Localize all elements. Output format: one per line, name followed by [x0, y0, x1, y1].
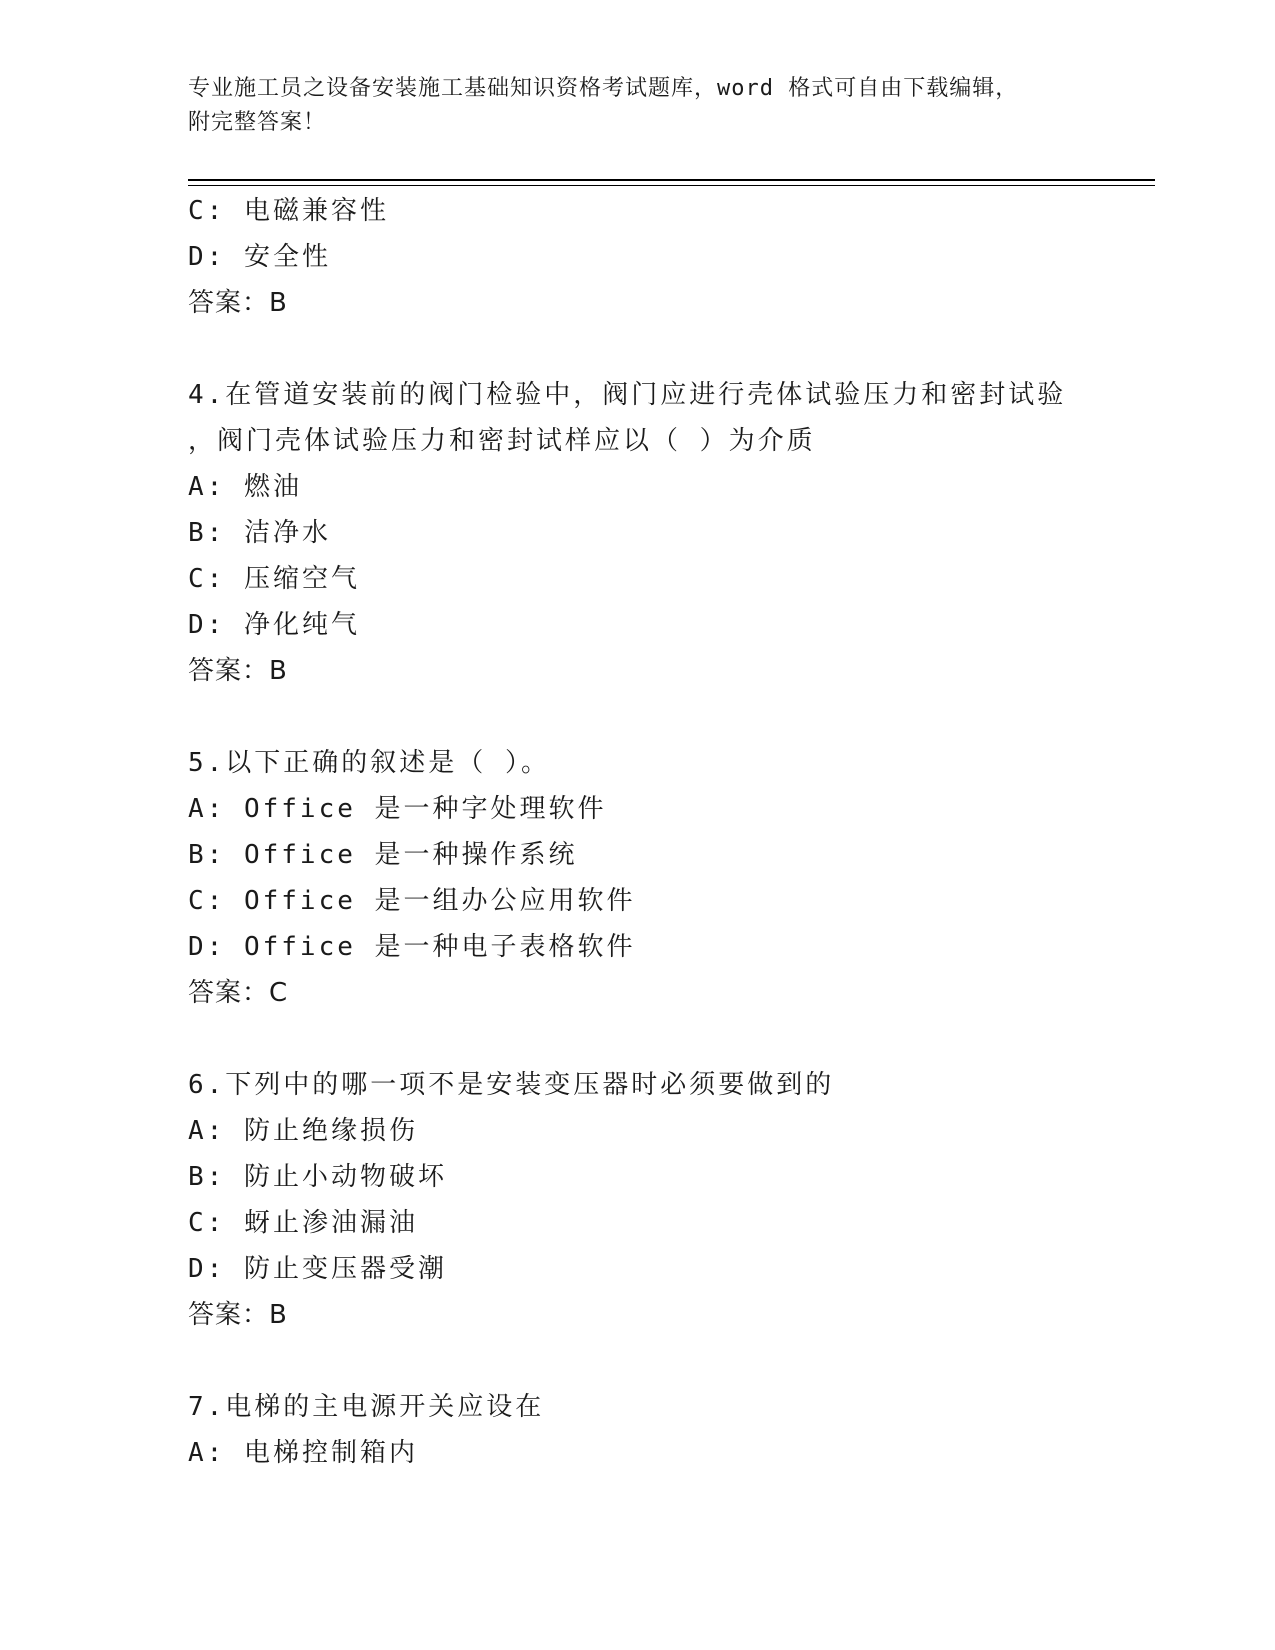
question-6 [188, 1062, 1148, 1338]
header-divider-thick [188, 179, 1155, 181]
spacer [188, 326, 1148, 372]
option-c: C: 压缩空气 [188, 564, 360, 594]
question-7 [188, 1384, 1148, 1476]
question-list [188, 188, 1148, 1476]
option-a: A: 燃油 [188, 472, 302, 502]
question-3 [188, 188, 1148, 326]
option-a: A: 防止绝缘损伤 [188, 1116, 418, 1146]
option-d: D: 安全性 [188, 242, 331, 272]
option-d: D: 净化纯气 [188, 610, 360, 640]
header-line-2: 附完整答案！ [188, 110, 327, 135]
question-stem-line-2: ，阀门壳体试验压力和密封试样应以（ ）为介质 [188, 426, 816, 456]
option-c: C: 电磁兼容性 [188, 196, 389, 226]
option-b: B: 洁净水 [188, 518, 331, 548]
question-5 [188, 740, 1148, 1016]
question-4 [188, 372, 1148, 694]
question-stem: 7.电梯的主电源开关应设在 [188, 1392, 545, 1422]
question-stem: 6.下列中的哪一项不是安装变压器时必须要做到的 [188, 1070, 835, 1100]
document-header [188, 72, 1088, 140]
spacer [188, 1016, 1148, 1062]
option-a: A: Office 是一种字处理软件 [188, 794, 607, 824]
option-c: C: 蚜止渗油漏油 [188, 1208, 418, 1238]
answer: 答案：C [188, 978, 289, 1008]
spacer [188, 1338, 1148, 1384]
option-a: A: 电梯控制箱内 [188, 1438, 418, 1468]
option-d: D: Office 是一种电子表格软件 [188, 932, 636, 962]
answer: 答案：B [188, 1300, 288, 1330]
header-divider-thin [188, 185, 1155, 186]
question-stem: 5.以下正确的叙述是（ ）。 [188, 748, 550, 778]
option-b: B: 防止小动物破坏 [188, 1162, 447, 1192]
answer: 答案：B [188, 656, 288, 686]
answer: 答案：B [188, 288, 288, 318]
header-line-1: 专业施工员之设备安装施工基础知识资格考试题库，word 格式可自由下载编辑， [188, 76, 1019, 101]
option-b: B: Office 是一种操作系统 [188, 840, 578, 870]
spacer [188, 694, 1148, 740]
option-d: D: 防止变压器受潮 [188, 1254, 447, 1284]
question-stem-line-1: 4.在管道安装前的阀门检验中，阀门应进行壳体试验压力和密封试验 [188, 380, 1067, 410]
option-c: C: Office 是一组办公应用软件 [188, 886, 636, 916]
